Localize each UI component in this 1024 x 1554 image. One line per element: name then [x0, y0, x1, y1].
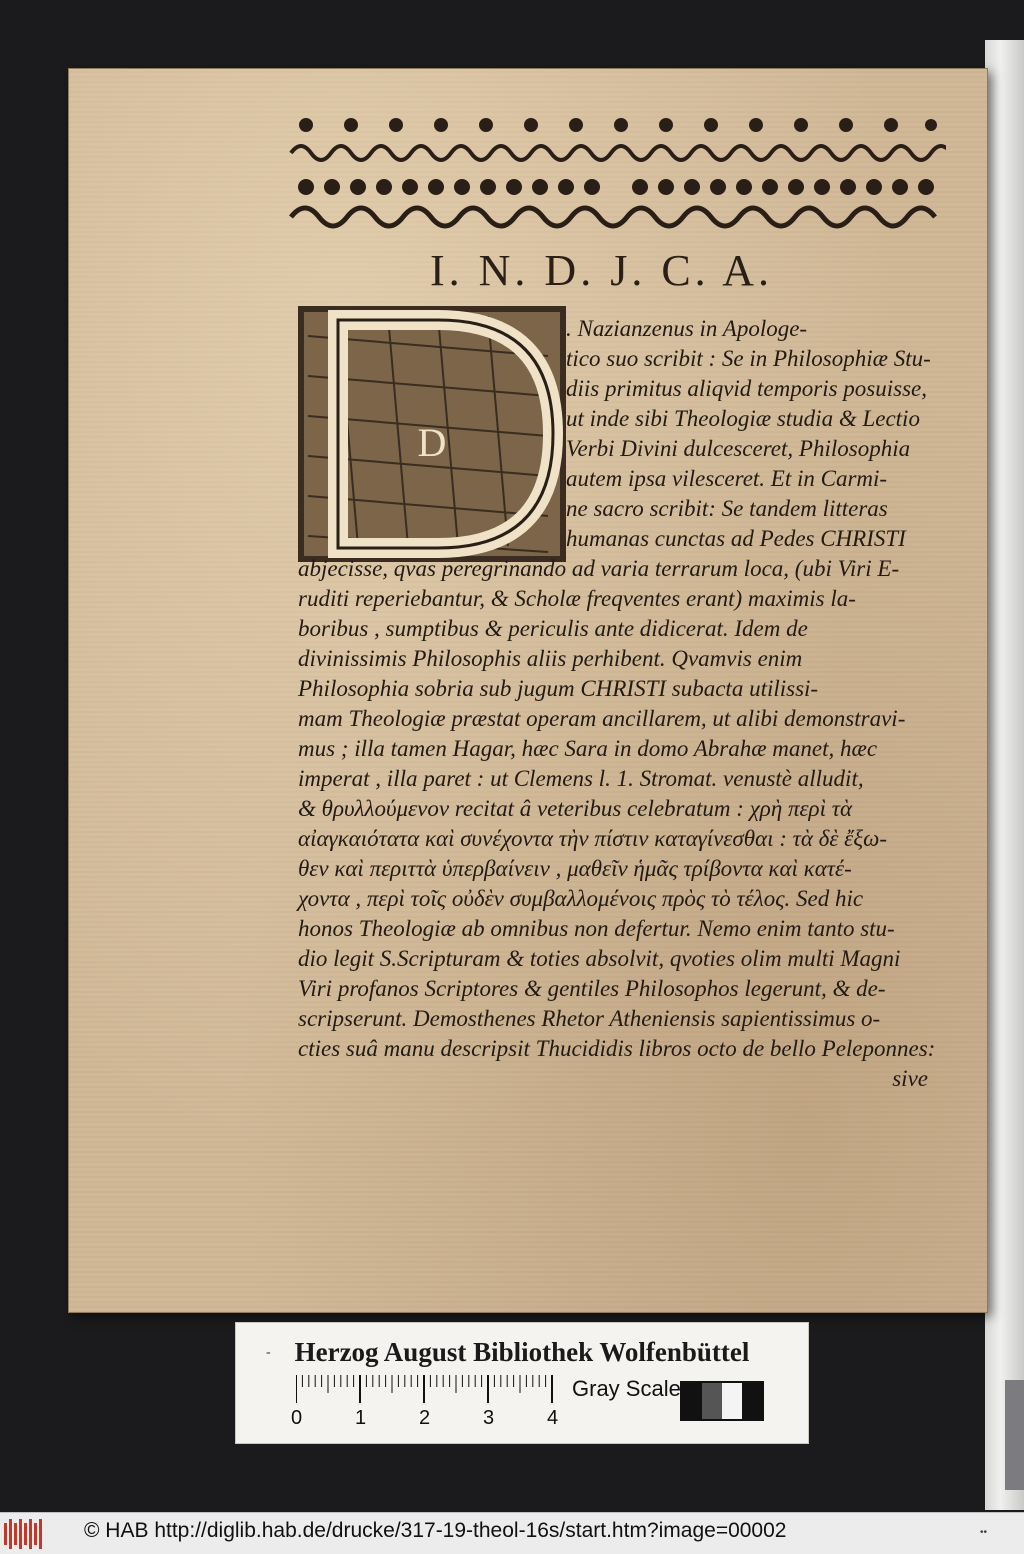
- catchword: sive: [892, 1066, 928, 1091]
- text-line: divinissimis Philosophis aliis perhibent. Qvamvis enim: [298, 646, 803, 671]
- text-line: & θρυλλούμενον recitat â veteribus celebratum : χρὴ περὶ τὰ: [298, 796, 853, 821]
- text-line: αἰαγκαιότατα καὶ συνέχοντα τὴν πίστιν καταγίνεσθαι : τὰ δὲ ἔξω-: [298, 826, 887, 851]
- text-line: imperat , illa paret : ut Clemens l. 1. Stromat. venustè alludit,: [298, 766, 864, 791]
- ruler-number: 2: [419, 1407, 431, 1429]
- hab-logo-icon: [4, 1519, 46, 1549]
- text-line: diis primitus aliqvid temporis posuisse,: [566, 376, 927, 401]
- text-line: scripserunt. Demosthenes Rhetor Atheniensis sapientissimus o-: [298, 1006, 881, 1031]
- text-line: Viri profanos Scriptores & gentiles Philosophos legerunt, & de-: [298, 976, 886, 1001]
- text-line: χοντα , περὶ τοῖς οὐδὲν συμβαλλομένοις πρὸς τὸ τέλος. Sed hic: [298, 886, 864, 911]
- text-line: humanas cunctas ad Pedes CHRISTI: [566, 526, 906, 551]
- footer-bar: [0, 1512, 1024, 1554]
- color-strip: [1005, 1380, 1024, 1490]
- gray-swatch: [682, 1383, 702, 1419]
- ruler: [296, 1375, 566, 1403]
- ornamental-headpiece: [286, 113, 946, 231]
- page-indicator: ••: [980, 1527, 988, 1538]
- text-line: autem ipsa vilesceret. Et in Carmi-: [566, 466, 888, 491]
- copyright-link[interactable]: © HAB http://diglib.hab.de/drucke/317-19-theol-16s/start.htm?image=00002: [84, 1519, 787, 1542]
- gray-scale-label: Gray Scale: [572, 1376, 681, 1401]
- text-line: θεν καὶ περιττὰ ὑπερβαίνειν , μαθεῖν ἡμᾶς τρίβοντα καὶ κατέ-: [298, 856, 852, 881]
- body-text: [298, 314, 958, 1094]
- gray-scale-swatches: [680, 1381, 764, 1421]
- card-dot: -: [266, 1345, 271, 1360]
- text-line: cties suâ manu descripsit Thucididis libros octo de bello Peleponnes:: [298, 1036, 936, 1061]
- ruler-number: 3: [483, 1407, 495, 1429]
- ruler-number: 0: [291, 1407, 303, 1429]
- ruler-number: 4: [547, 1407, 559, 1429]
- library-label-card: [236, 1323, 808, 1443]
- gray-swatch: [722, 1383, 742, 1419]
- text-line: abjecisse, qvas peregrinando ad varia terrarum loca, (ubi Viri E-: [298, 556, 900, 581]
- gray-swatch: [742, 1383, 762, 1419]
- text-line: honos Theologiæ ab omnibus non defertur. Nemo enim tanto stu-: [298, 916, 895, 941]
- text-line: tico suo scribit : Se in Philosophiæ Stu-: [566, 346, 931, 371]
- backing-board: [985, 40, 1024, 1510]
- library-name: Herzog August Bibliothek Wolfenbüttel: [294, 1337, 750, 1367]
- text-line: dio legit S.Scripturam & toties absolvit, qvoties olim multi Magni: [298, 946, 901, 971]
- text-line: boribus , sumptibus & periculis ante didicerat. Idem de: [298, 616, 808, 641]
- text-line: ne sacro scribit: Se tandem litteras: [566, 496, 888, 521]
- text-line: mus ; illa tamen Hagar, hæc Sara in domo Abrahæ manet, hæc: [298, 736, 878, 761]
- gray-swatch: [702, 1383, 722, 1419]
- text-line: . Nazianzenus in Apologe-: [566, 316, 808, 341]
- text-line: ruditi reperiebantur, & Scholæ freqventes erant) maximis la-: [298, 586, 856, 611]
- ruler-number: 1: [355, 1407, 367, 1429]
- page-heading: I. N. D. J. C. A.: [430, 246, 774, 295]
- text-line: ut inde sibi Theologiæ studia & Lectio: [566, 406, 920, 431]
- initial-letter: D: [417, 420, 447, 465]
- text-line: Verbi Divini dulcesceret, Philosophia: [566, 436, 911, 461]
- text-line: mam Theologiæ præstat operam ancillarem, ut alibi demonstravi-: [298, 706, 906, 731]
- text-line: Philosophia sobria sub jugum CHRISTI subacta utilissi-: [298, 676, 819, 701]
